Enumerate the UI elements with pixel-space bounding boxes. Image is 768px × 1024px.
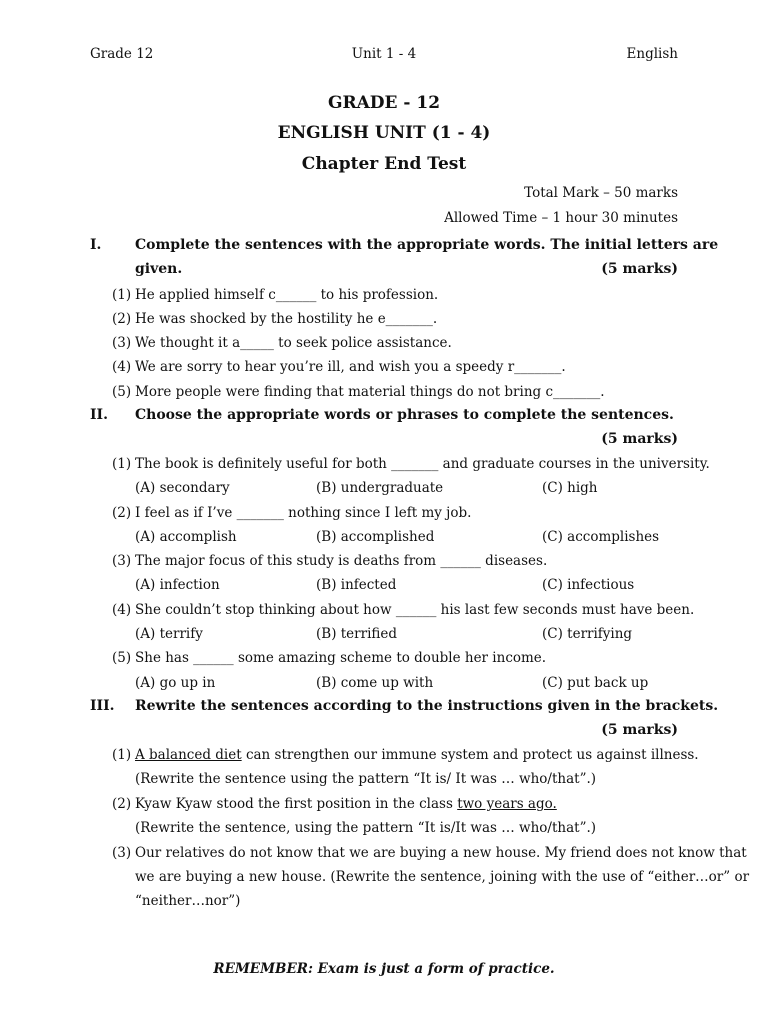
section2-number: II. [90,407,108,423]
s1-q5-text: More people were finding that material things do not bring c_______. [135,384,605,400]
s3-q3-line3: “neither…nor”) [135,893,241,909]
section3-number: III. [90,698,115,714]
s3-q1-instruction: (Rewrite the sentence using the pattern “It is/ It was … who/that”.) [135,771,597,787]
s2-q5-text: She has ______ some amazing scheme to double her income. [135,650,547,666]
s1-q3-text: We thought it a_____ to seek police assistance. [135,335,452,351]
header-left: Grade 12 [90,46,154,62]
s2-q3-text: The major focus of this study is deaths from ______ diseases. [135,553,548,569]
s2-q1-text: The book is definitely useful for both _______ and graduate courses in the university. [135,456,710,472]
title-grade: GRADE - 12 [327,93,441,113]
s1-q3-num: (3) [112,335,132,351]
s2-q2-text: I feel as if I’ve _______ nothing since I left my job. [135,505,472,521]
section1-marks: (5 marks) [601,261,678,277]
footer-reminder: REMEMBER: Exam is just a form of practice. [213,961,555,977]
s2-q4-option-b: (B) terrified [316,626,398,642]
s1-q5-num: (5) [112,384,132,400]
s2-q3-option-c: (C) infectious [542,577,635,593]
section1-instruction: Complete the sentences with the appropriate words. The initial letters are [135,237,719,253]
s3-q3-line1: Our relatives do not know that we are buying a new house. My friend does not know that [135,845,747,861]
s1-q1-num: (1) [112,287,132,303]
s2-q5-option-b: (B) come up with [316,675,434,691]
s2-q4-text: She couldn’t stop thinking about how ______ his last few seconds must have been. [135,602,695,618]
section3-instruction: Rewrite the sentences according to the instructions given in the brackets. [135,698,719,714]
title-test: Chapter End Test [301,154,467,174]
title-unit: ENGLISH UNIT (1 - 4) [277,123,491,143]
s1-q4-num: (4) [112,359,132,375]
s3-q1-rest: can strengthen our immune system and protect us against illness. [241,747,699,763]
s1-q4-text: We are sorry to hear you’re ill, and wish you a speedy r_______. [135,359,566,375]
s3-q1-text [135,747,699,763]
s2-q2-option-c: (C) accomplishes [542,529,660,545]
s2-q4-num: (4) [112,602,132,618]
s2-q5-option-c: (C) put back up [542,675,649,691]
s2-q4-option-a: (A) terrify [135,626,203,642]
s2-q5-option-a: (A) go up in [135,675,216,691]
s3-q3-num: (3) [112,845,132,861]
s2-q1-option-b: (B) undergraduate [316,480,444,496]
s3-q1-underlined: A balanced diet [135,747,242,763]
section2-instruction: Choose the appropriate words or phrases to complete the sentences. [135,407,674,423]
s3-q2-underlined: two years ago. [457,796,557,812]
s3-q2-instruction: (Rewrite the sentence, using the pattern “It is/It was … who/that”.) [135,820,597,836]
section1-instruction-cont: given. [135,261,183,277]
s2-q3-option-a: (A) infection [135,577,220,593]
s3-q2-text [135,796,557,812]
s1-q2-num: (2) [112,311,132,327]
s1-q2-text: He was shocked by the hostility he e_______. [135,311,438,327]
s2-q1-option-a: (A) secondary [135,480,230,496]
s3-q2-pre: Kyaw Kyaw stood the first position in the class [135,796,458,812]
s2-q2-option-a: (A) accomplish [135,529,237,545]
s2-q1-num: (1) [112,456,132,472]
s2-q1-option-c: (C) high [542,480,598,496]
s2-q5-num: (5) [112,650,132,666]
s2-q3-option-b: (B) infected [316,577,397,593]
section3-marks: (5 marks) [601,722,678,738]
s2-q2-num: (2) [112,505,132,521]
allowed-time: Allowed Time – 1 hour 30 minutes [444,210,678,226]
s3-q3-line2: we are buying a new house. (Rewrite the sentence, joining with the use of “either…or” or [135,869,750,885]
s1-q1-text: He applied himself c______ to his profession. [135,287,439,303]
section1-number: I. [90,237,102,253]
header-right: English [626,46,678,62]
section2-marks: (5 marks) [601,431,678,447]
s2-q3-num: (3) [112,553,132,569]
s2-q4-option-c: (C) terrifying [542,626,633,642]
header-center: Unit 1 - 4 [351,46,417,62]
s3-q2-num: (2) [112,796,132,812]
s3-q1-num: (1) [112,747,132,763]
s2-q2-option-b: (B) accomplished [316,529,435,545]
total-mark: Total Mark – 50 marks [524,185,678,201]
